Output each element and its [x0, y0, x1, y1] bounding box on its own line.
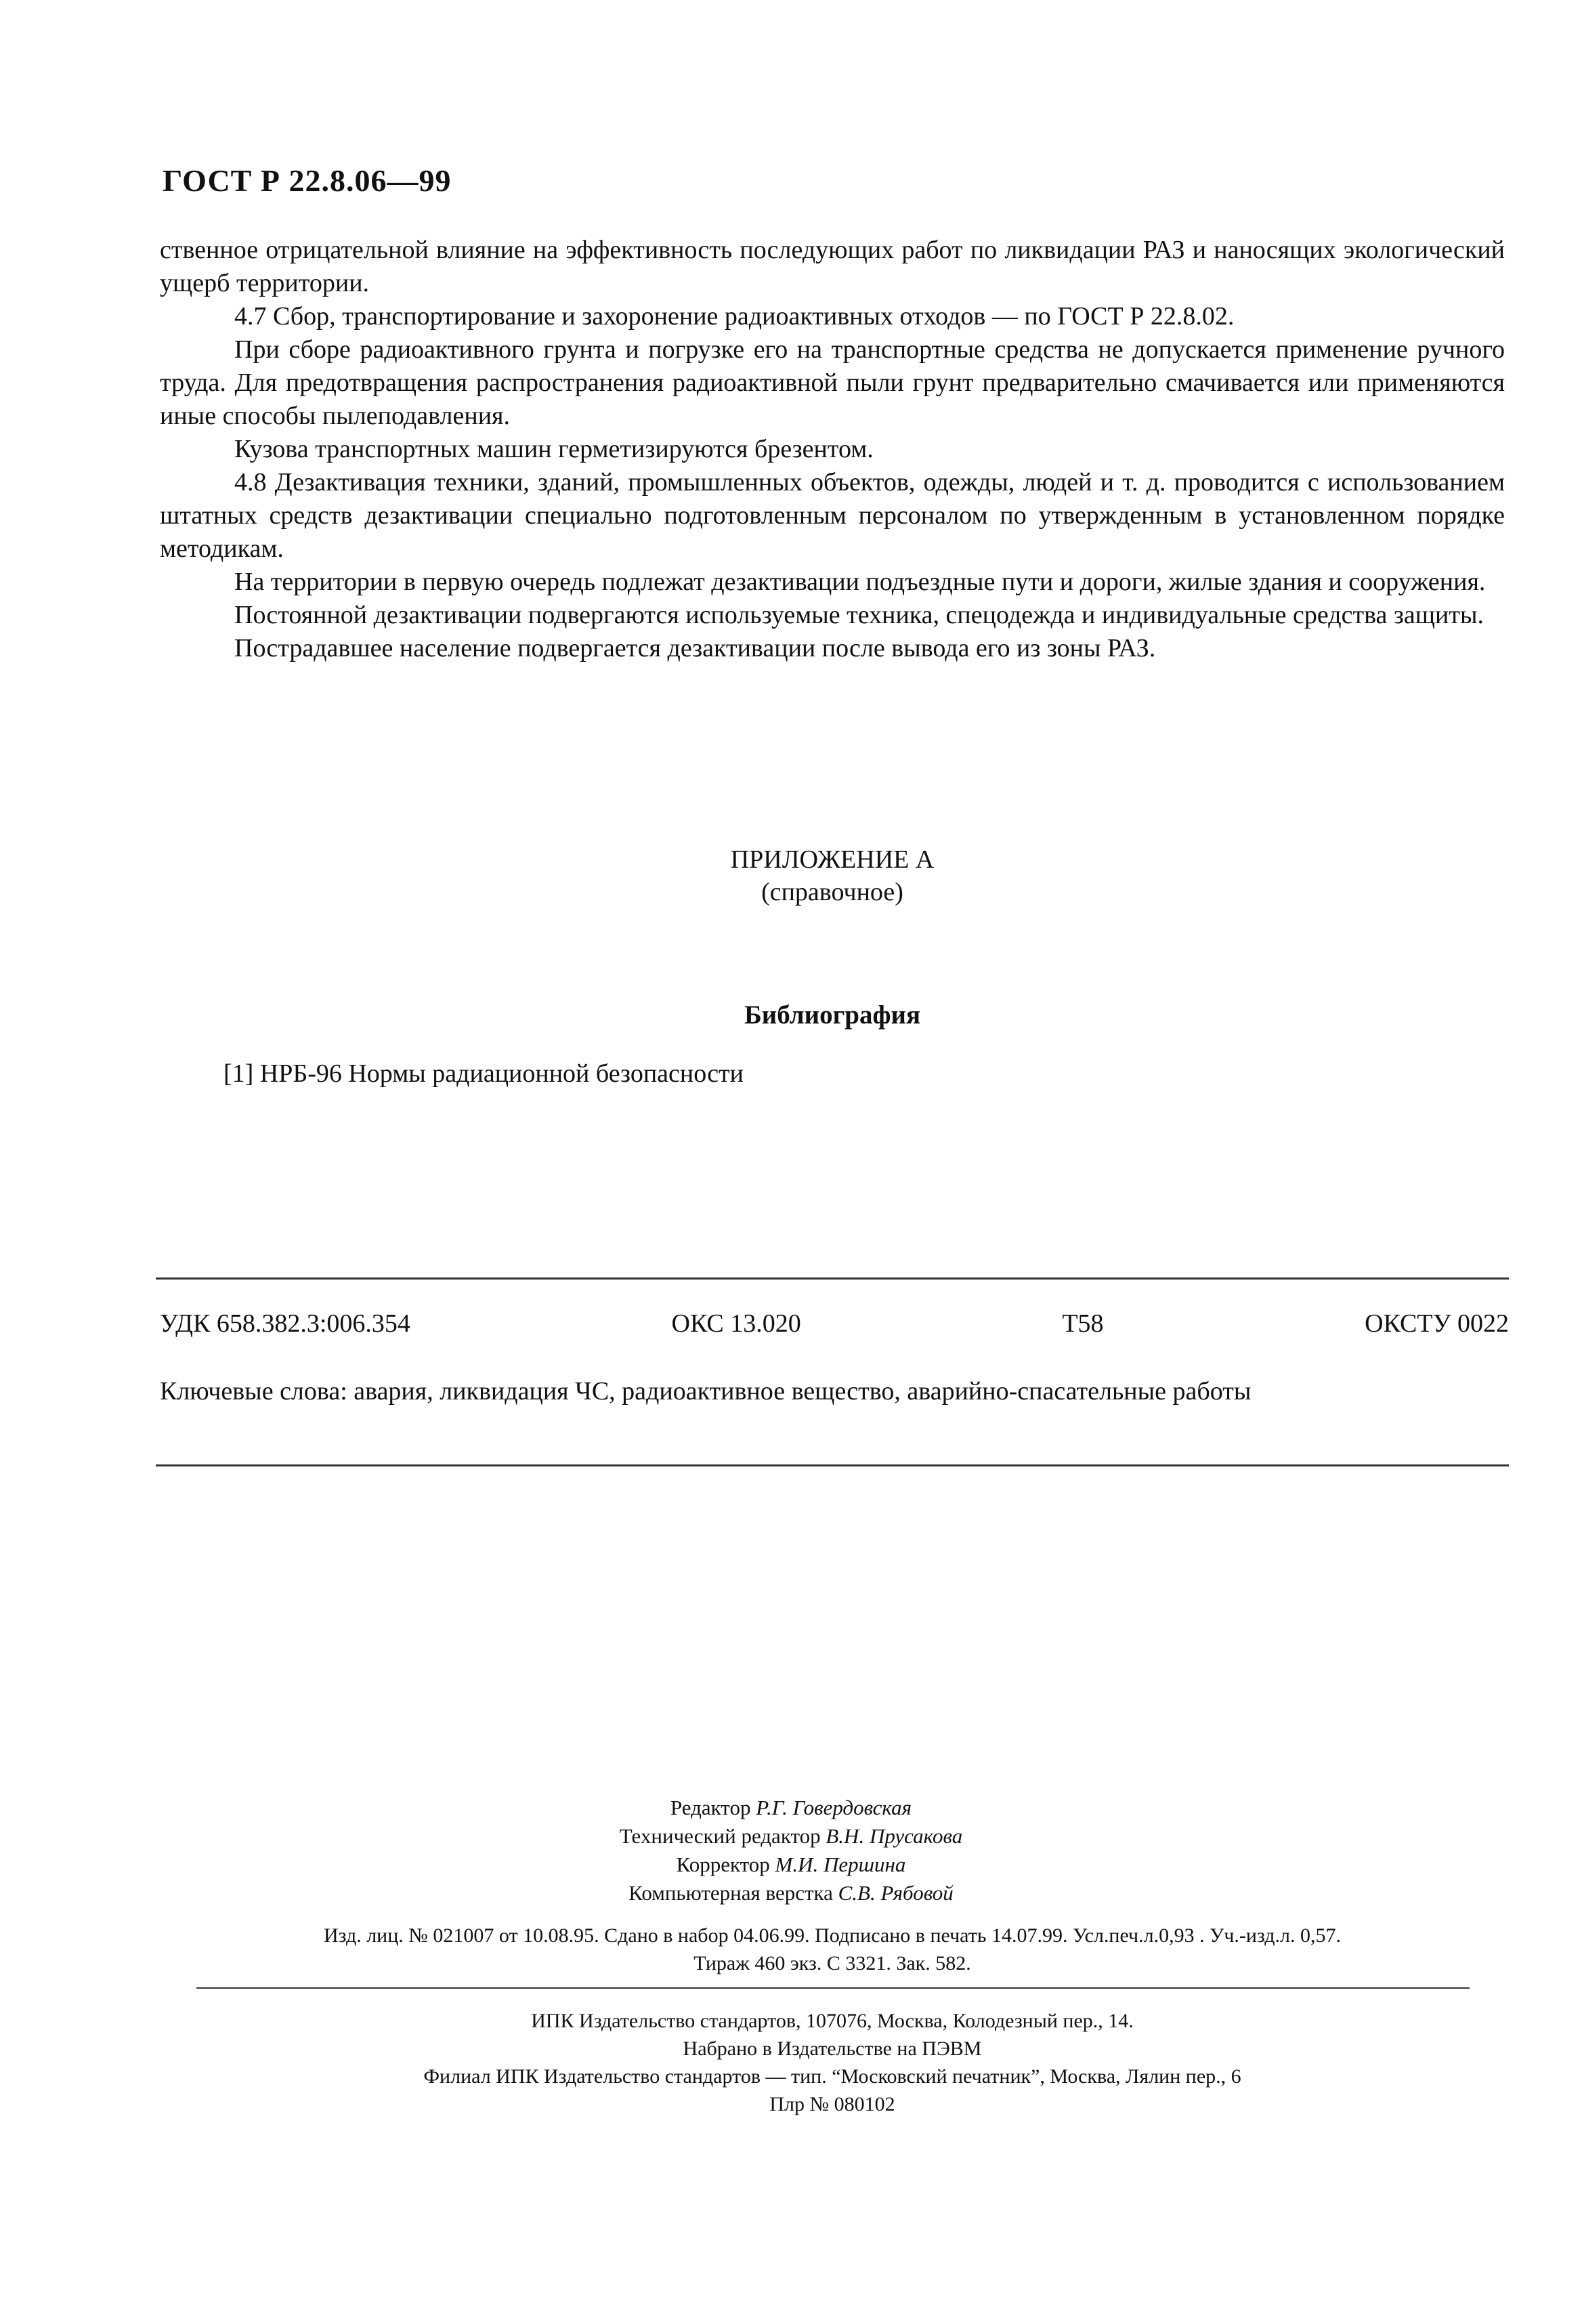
oks-code: ОКС 13.020: [671, 1309, 801, 1338]
body-paragraph: На территории в первую очередь подлежат дезактивации подъездные пути и дороги, жилые здания и сооружения.: [234, 568, 1486, 596]
publisher-line: Филиал ИПК Издательство стандартов — тип. “Московский печатник”, Москва, Лялин пер., 6: [423, 2065, 1241, 2088]
okstu-code: ОКСТУ 0022: [1365, 1309, 1509, 1338]
body-paragraph: 4.8 Дезактивация техники, зданий, промышленных объектов, одежды, людей и т. д. проводится с использованием штатных средств дезактивации специально подготовленным персоналом по утвержденным в установленном порядке методикам.: [160, 468, 1505, 563]
staff-name: В.Н. Прусакова: [826, 1824, 963, 1848]
staff-role: Корректор: [676, 1853, 770, 1876]
body-paragraph: Пострадавшее население подвергается дезактивации после вывода его из зоны РАЗ.: [234, 634, 1156, 662]
staff-role: Технический редактор: [619, 1824, 821, 1848]
classification-line: [160, 1309, 1509, 1338]
imprint-info: [160, 1922, 1505, 1977]
page-header-doc-number: ГОСТ Р 22.8.06—99: [163, 163, 452, 198]
publisher-line: Набрано в Издательстве на ПЭВМ: [683, 2037, 982, 2060]
staff-line: [0, 1879, 1582, 1907]
staff-name: Р.Г. Говердовская: [756, 1796, 912, 1819]
udk-code: УДК 658.382.3:006.354: [160, 1309, 410, 1338]
staff-name: М.И. Першина: [775, 1853, 906, 1876]
appendix-subtitle: (справочное): [761, 878, 903, 906]
appendix-heading: [160, 843, 1505, 908]
staff-line: [0, 1794, 1582, 1822]
body-paragraph: ственное отрицательной влияние на эффективность последующих работ по ликвидации РАЗ и наносящих экологический ущерб территории.: [160, 236, 1505, 297]
body-text: [160, 234, 1505, 665]
publisher-line: ИПК Издательство стандартов, 107076, Москва, Колодезный пер., 14.: [531, 2010, 1134, 2032]
imprint-line: Тираж 460 экз. С 3321. Зак. 582.: [693, 1952, 971, 1974]
bibliography-item: [1] НРБ-96 Нормы радиационной безопасности: [223, 1059, 744, 1088]
body-paragraph: 4.7 Сбор, транспортирование и захоронение радиоактивных отходов — по ГОСТ Р 22.8.02.: [234, 302, 1235, 331]
staff-role: Редактор: [670, 1796, 751, 1819]
imprint-line: Изд. лиц. № 021007 от 10.08.95. Сдано в набор 04.06.99. Подписано в печать 14.07.99. Усл.печ.л.0,93 . Уч.-изд.л. 0,57.: [323, 1924, 1342, 1947]
divider-imprint: [196, 1987, 1470, 1989]
staff-line: [0, 1822, 1582, 1851]
staff-role: Компьютерная верстка: [628, 1881, 833, 1905]
staff-name: С.В. Рябовой: [838, 1881, 954, 1905]
publisher-info: [160, 2007, 1505, 2118]
keywords-line: Ключевые слова: авария, ликвидация ЧС, радиоактивное вещество, аварийно-спасательные работы: [160, 1377, 1252, 1406]
bibliography-title: Библиография: [744, 1000, 921, 1030]
publisher-line: Плр № 080102: [769, 2093, 895, 2115]
divider-top: [156, 1277, 1509, 1280]
appendix-title: ПРИЛОЖЕНИЕ А: [730, 845, 935, 874]
body-paragraph: Постоянной дезактивации подвергаются используемые техника, спецодежда и индивидуальные средства защиты.: [234, 601, 1484, 629]
divider-bottom: [156, 1464, 1509, 1466]
body-paragraph: При сборе радиоактивного грунта и погрузке его на транспортные средства не допускается применение ручного труда. Для предотвращения распространения радиоактивной пыли грунт предварительно смачивается или применяются иные способы пылеподавления.: [160, 335, 1505, 430]
staff-credits: [0, 1794, 1582, 1907]
staff-line: [0, 1851, 1582, 1879]
body-paragraph: Кузова транспортных машин герметизируются брезентом.: [234, 435, 874, 463]
t-code: Т58: [1062, 1309, 1104, 1338]
